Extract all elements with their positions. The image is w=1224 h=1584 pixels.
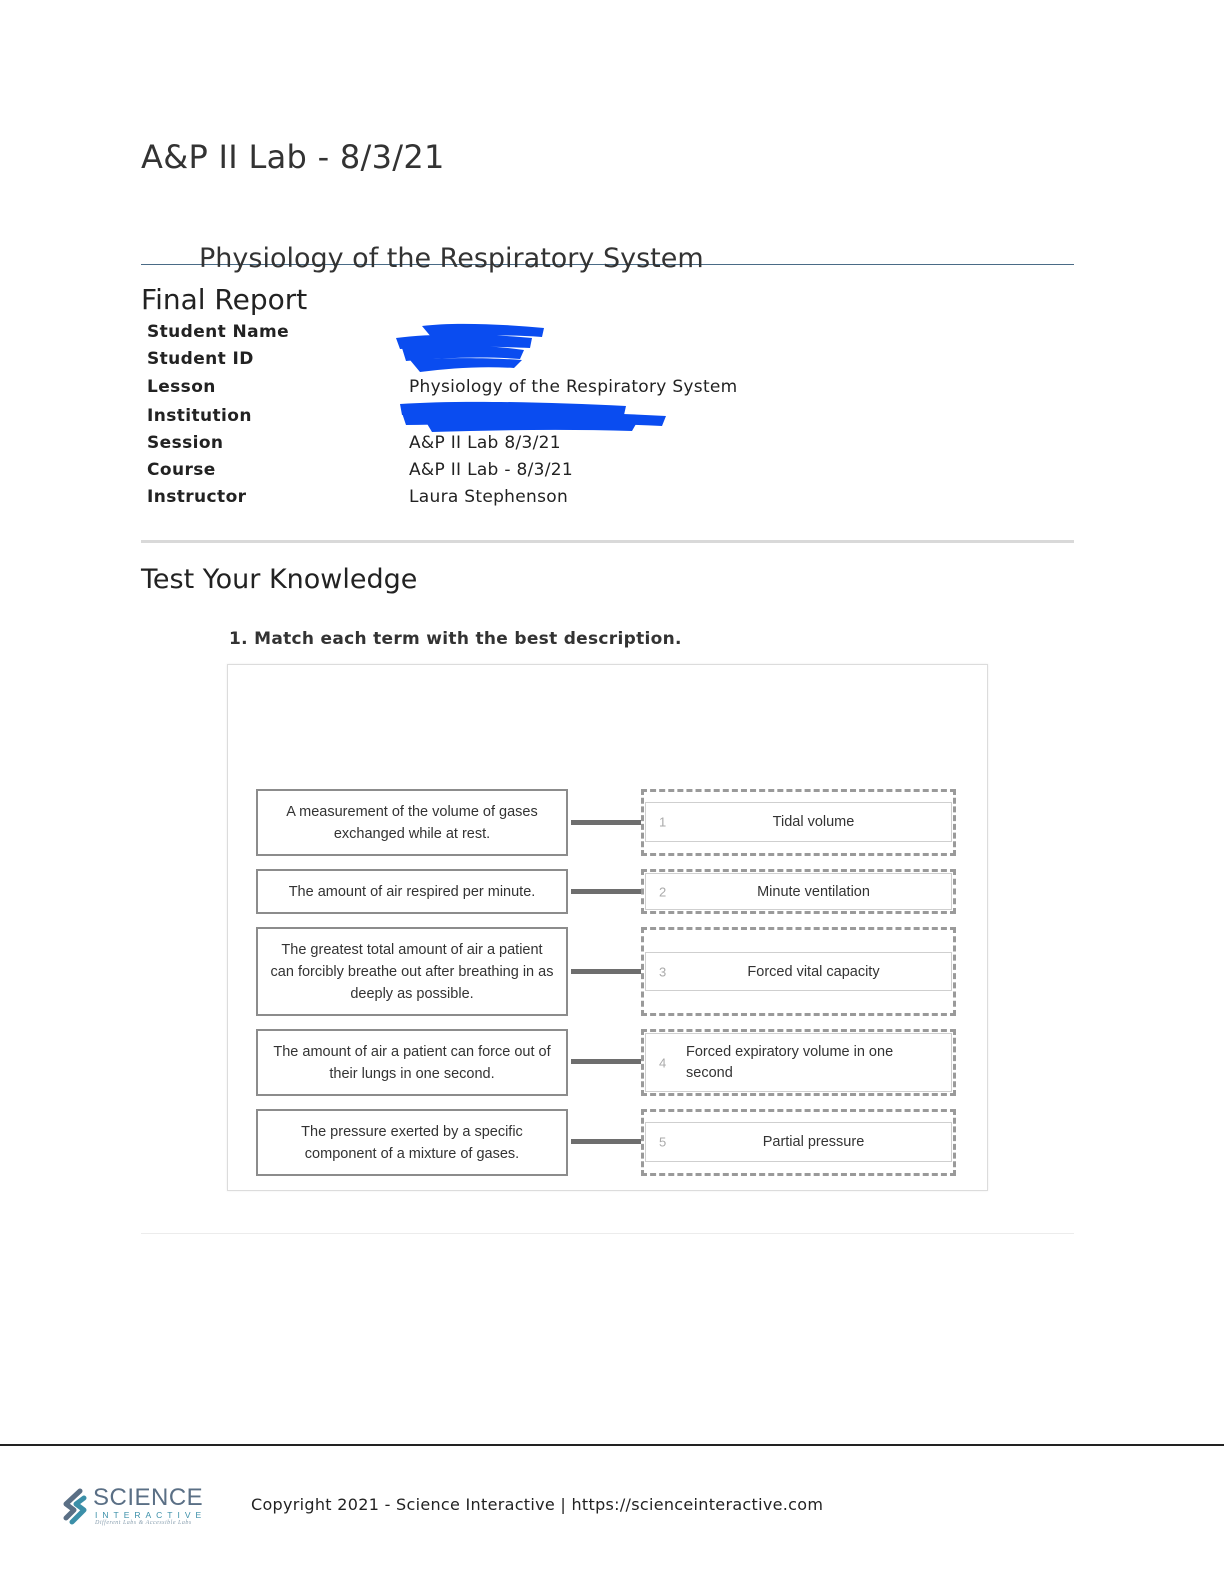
content-divider	[141, 1233, 1074, 1234]
match-connector	[571, 1139, 641, 1144]
term-card[interactable]	[645, 802, 952, 842]
term-label: Forced expiratory volume in one second	[686, 1043, 894, 1081]
info-value: A&P II Lab 8/3/21	[409, 433, 561, 453]
term-card[interactable]	[645, 1122, 952, 1162]
description-box	[256, 869, 568, 914]
term-number: 1	[659, 814, 667, 830]
info-value: Laura Stephenson	[409, 487, 569, 507]
section-divider	[141, 540, 1074, 543]
description-box	[256, 789, 568, 856]
logo-subtitle: INTERACTIVE	[95, 1510, 207, 1520]
match-connector	[571, 889, 641, 894]
term-drop-slot[interactable]	[641, 927, 956, 1016]
description-text: A measurement of the volume of gases exchanged while at rest.	[286, 803, 538, 842]
info-label: Institution	[147, 406, 252, 426]
term-drop-slot[interactable]	[641, 1029, 956, 1096]
info-value: Physiology of the Respiratory System	[409, 377, 738, 397]
info-label: Instructor	[147, 487, 247, 507]
info-label: Lesson	[147, 377, 216, 397]
info-label: Course	[147, 460, 216, 480]
section-title: Test Your Knowledge	[141, 564, 418, 595]
description-text: The amount of air a patient can force out of their lungs in one second.	[273, 1043, 551, 1082]
description-text: The pressure exerted by a specific component of a mixture of gases.	[301, 1123, 523, 1162]
info-row-instructor	[147, 487, 847, 513]
info-label: Session	[147, 433, 224, 453]
term-label: Forced vital capacity	[747, 963, 880, 980]
match-connector	[571, 969, 641, 974]
logo-wordmark: SCIENCE	[93, 1484, 204, 1511]
description-text: The amount of air respired per minute.	[288, 883, 536, 900]
term-number: 3	[659, 964, 667, 979]
logo-mark-icon	[60, 1488, 90, 1526]
term-number: 5	[659, 1134, 667, 1150]
info-value: A&P II Lab - 8/3/21	[409, 460, 574, 480]
final-report-heading: Final Report	[141, 283, 308, 316]
term-card[interactable]	[645, 873, 952, 910]
copyright-text: Copyright 2021 - Science Interactive | https://scienceinteractive.com	[251, 1495, 824, 1514]
term-number: 2	[659, 884, 667, 899]
question-prompt: 1. Match each term with the best description.	[229, 629, 682, 649]
term-label: Partial pressure	[762, 1134, 865, 1150]
info-row-session	[147, 433, 847, 459]
science-interactive-logo	[60, 1484, 220, 1532]
page-title: A&P II Lab - 8/3/21	[141, 138, 445, 176]
info-label: Student ID	[147, 349, 254, 369]
info-row-course	[147, 460, 847, 486]
term-card[interactable]	[645, 1033, 952, 1092]
term-number: 4	[659, 1055, 667, 1070]
term-label: Minute ventilation	[757, 883, 870, 900]
info-label: Student Name	[147, 322, 290, 342]
term-drop-slot[interactable]	[641, 789, 956, 856]
term-card[interactable]	[645, 952, 952, 991]
description-box	[256, 927, 568, 1016]
description-box	[256, 1029, 568, 1096]
redaction-mark-name-id	[392, 322, 552, 374]
match-connector	[571, 820, 641, 825]
lesson-title: Physiology of the Respiratory System	[199, 243, 704, 274]
footer-divider	[0, 1444, 1224, 1446]
term-drop-slot[interactable]	[641, 1109, 956, 1176]
description-box	[256, 1109, 568, 1176]
description-text: The greatest total amount of air a patient can forcibly breathe out after breathing in as deeply as possible.	[270, 941, 554, 1002]
match-connector	[571, 1059, 641, 1064]
term-label: Tidal volume	[772, 814, 855, 830]
logo-tagline: Different Labs & Accessible Labs	[95, 1520, 192, 1526]
term-drop-slot[interactable]	[641, 869, 956, 914]
redaction-mark-institution	[396, 400, 668, 434]
